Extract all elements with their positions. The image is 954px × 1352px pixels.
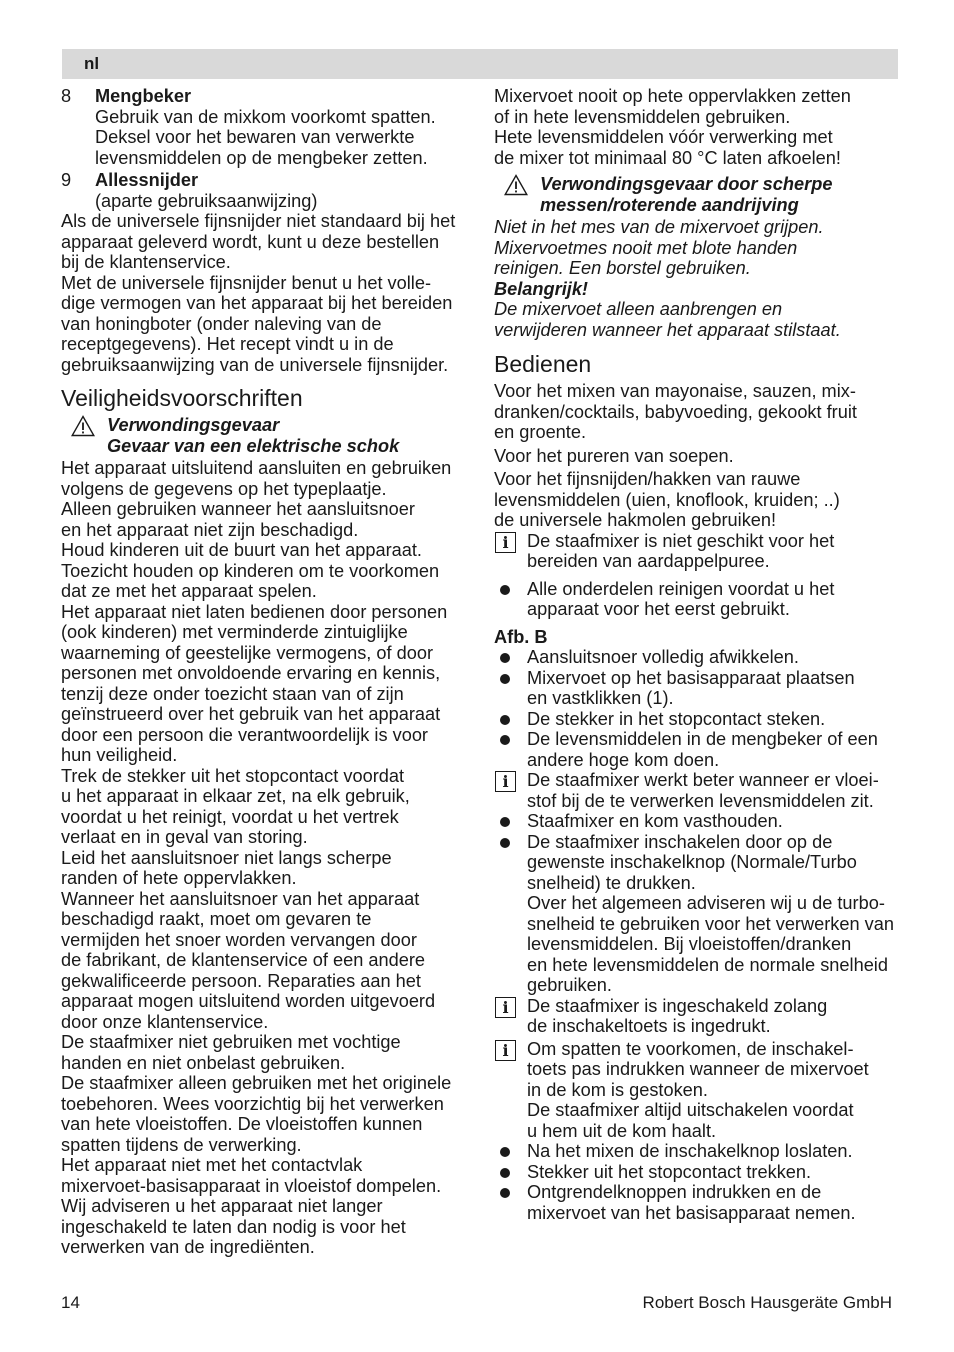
text-line: Met de universele fijnsnijder benut u het volle- bbox=[61, 272, 432, 293]
text-line: Houd kinderen uit de buurt van het apparaat. bbox=[61, 540, 422, 560]
text-line: dige vermogen van het apparaat bij het bereiden bbox=[61, 293, 453, 313]
text-line: Aansluitsnoer volledig afwikkelen. bbox=[527, 647, 799, 667]
text-line: de universele hakmolen gebruiken! bbox=[494, 510, 777, 530]
bedienen-text bbox=[494, 381, 899, 443]
text-line: hun veiligheid. bbox=[61, 745, 178, 765]
info-note bbox=[494, 531, 899, 572]
text-line: volgens de gegevens op het typeplaatje. bbox=[61, 478, 387, 499]
text-line: mixervoet van het basisapparaat nemen. bbox=[527, 1202, 856, 1223]
warning-block bbox=[61, 415, 471, 456]
text-line: toets pas indrukken wanneer de mixervoet bbox=[527, 1059, 869, 1079]
text-line: Wij adviseren u het apparaat niet langer bbox=[61, 1196, 383, 1216]
text-line: De staafmixer is niet geschikt voor het bbox=[527, 530, 835, 551]
bedienen-text-2 bbox=[494, 446, 899, 467]
text-line: apparaat geleverd wordt, kunt u deze bestellen bbox=[61, 231, 440, 252]
text-line: levensmiddelen op de mengbeker zetten. bbox=[95, 147, 428, 168]
text-line: Alleen gebruiken wanneer het aansluitsnoer bbox=[61, 499, 415, 519]
safety-heading: Veiligheidsvoorschriften bbox=[61, 385, 303, 411]
right-column bbox=[494, 86, 899, 1223]
text-line: en hete levensmiddelen de normale snelheid bbox=[527, 954, 888, 975]
text-line: verlaat en in geval van storing. bbox=[61, 827, 308, 847]
text-line: snelheid) te drukken. bbox=[527, 872, 696, 893]
item-title: Allessnijder bbox=[95, 170, 199, 190]
text-line: de mixer tot minimaal 80 °C laten afkoelen! bbox=[494, 147, 841, 168]
text-line: Toezicht houden op kinderen om te voorkomen bbox=[61, 560, 440, 581]
bullet-icon bbox=[500, 1168, 510, 1178]
company-name: Robert Bosch Hausgeräte GmbH bbox=[642, 1293, 892, 1312]
text-line: apparaat mogen uitsluitend worden uitgevoerd bbox=[61, 991, 436, 1011]
text-line: verwerken van de ingrediënten. bbox=[61, 1237, 315, 1257]
item-8 bbox=[61, 86, 471, 168]
text-line: Hete levensmiddelen vóór verwerking met bbox=[494, 127, 833, 147]
fijnsnijder-intro bbox=[61, 211, 471, 375]
text-line: de fabrikant, de klantenservice of een andere bbox=[61, 950, 425, 970]
text-line: Het apparaat niet met het contactvlak bbox=[61, 1155, 363, 1175]
text-line: de inschakeltoets is ingedrukt. bbox=[527, 1016, 771, 1036]
text-line: Alle onderdelen reinigen voordat u het bbox=[527, 578, 835, 599]
text-line: Over het algemeen adviseren wij u de turbo- bbox=[527, 893, 885, 913]
text-line: De staafmixer alleen gebruiken met het originele bbox=[61, 1073, 452, 1093]
text-line: in de kom is gestoken. bbox=[527, 1079, 708, 1100]
info-icon: i bbox=[495, 997, 516, 1018]
text-line: of in hete levensmiddelen gebruiken. bbox=[494, 106, 791, 127]
left-column bbox=[61, 86, 471, 1258]
warning-triangle-icon bbox=[71, 415, 95, 437]
warning-detail bbox=[494, 217, 899, 279]
text-line: gekwalificeerde persoon. Reparaties aan het bbox=[61, 970, 421, 991]
text-line: en groente. bbox=[494, 422, 587, 442]
item-lines bbox=[95, 191, 471, 212]
info-note bbox=[494, 1039, 899, 1142]
bullet-icon bbox=[500, 653, 510, 663]
text-line: toebehoren. Wees voorzichtig bij het verwerken bbox=[61, 1093, 444, 1114]
text-line: Staafmixer en kom vasthouden. bbox=[527, 811, 783, 831]
text-line: en het apparaat niet zijn beschadigd. bbox=[61, 519, 359, 540]
text-line: gebruiksaanwijzing van de universele fijnsnijder. bbox=[61, 354, 449, 375]
text-line: snelheid te gebruiken voor het verwerken van bbox=[527, 913, 895, 934]
figure-label: Afb. B bbox=[494, 626, 548, 647]
text-line: (aparte gebruiksaanwijzing) bbox=[95, 190, 318, 211]
text-line: spatten tijdens de verwerking. bbox=[61, 1134, 302, 1155]
important-label: Belangrijk! bbox=[494, 278, 588, 299]
text-line: verwijderen wanneer het apparaat stilstaat. bbox=[494, 319, 841, 340]
text-line: Gevaar van een elektrische schok bbox=[107, 435, 400, 456]
text-line: gewenste inschakelknop (Normale/Turbo bbox=[527, 852, 857, 872]
text-line: Wanneer het aansluitsnoer van het apparaat bbox=[61, 888, 420, 909]
text-line: vermijden het snoer worden vervangen door bbox=[61, 929, 417, 950]
text-line: en vastklikken (1). bbox=[527, 688, 674, 708]
text-line: u hem uit de kom haalt. bbox=[527, 1120, 717, 1141]
info-icon: i bbox=[495, 532, 516, 553]
text-line: Verwondingsgevaar door scherpe bbox=[540, 174, 833, 194]
bullet-item bbox=[494, 832, 899, 996]
text-line: Mixervoet nooit op hete oppervlakken zetten bbox=[494, 86, 851, 106]
bullet-list-2 bbox=[494, 811, 899, 996]
text-line: levensmiddelen. Bij vloeistoffen/dranken bbox=[527, 934, 852, 954]
text-line: Voor het mixen van mayonaise, sauzen, mix- bbox=[494, 381, 856, 401]
text-line: geïnstrueerd over het gebruik van het apparaat bbox=[61, 704, 441, 724]
text-line: handen en niet onbelast gebruiken. bbox=[61, 1052, 346, 1073]
text-line: messen/roterende aandrijving bbox=[540, 194, 799, 215]
text-line: mixervoet-basisapparaat in vloeistof dompelen. bbox=[61, 1175, 442, 1196]
text-line: tenzij deze onder toezicht staan van of zijn bbox=[61, 683, 404, 704]
text-line: receptgegevens). Het recept vindt u in de bbox=[61, 334, 394, 354]
text-line: bij de klantenservice. bbox=[61, 252, 231, 272]
info-note bbox=[494, 770, 899, 811]
text-line: Als de universele fijnsnijder niet standaard bij het bbox=[61, 211, 456, 231]
bedienen-heading: Bedienen bbox=[494, 351, 592, 377]
text-line: Trek de stekker uit het stopcontact voordat bbox=[61, 765, 405, 786]
text-line: Voor het fijnsnijden/hakken van rauwe bbox=[494, 469, 801, 489]
text-line: Om spatten te voorkomen, de inschakel- bbox=[527, 1038, 854, 1059]
bullet-icon bbox=[500, 735, 510, 745]
text-line: De staafmixer niet gebruiken met vochtige bbox=[61, 1032, 401, 1052]
text-line: Voor het pureren van soepen. bbox=[494, 445, 734, 466]
mixervoet-intro bbox=[494, 86, 899, 168]
text-line: De staafmixer is ingeschakeld zolang bbox=[527, 995, 828, 1016]
text-line: van honingboter (onder naleving van de bbox=[61, 313, 382, 334]
bullet-item bbox=[494, 811, 899, 832]
text-line: stof bij de te verwerken levensmiddelen zit. bbox=[527, 790, 874, 811]
warning-triangle-icon bbox=[504, 174, 528, 196]
language-code: nl bbox=[84, 54, 100, 73]
text-line: apparaat voor het eerst gebruikt. bbox=[527, 599, 790, 619]
bullet-icon bbox=[500, 585, 510, 595]
text-line: levensmiddelen (uien, knoflook, kruiden; ..) bbox=[494, 489, 840, 510]
item-lines bbox=[95, 107, 471, 169]
text-line: beschadigd raakt, moet om gevaren te bbox=[61, 909, 372, 929]
info-icon: i bbox=[495, 1040, 516, 1061]
text-line: Niet in het mes van de mixervoet grijpen. bbox=[494, 217, 824, 237]
text-line: De staafmixer altijd uitschakelen voordat bbox=[527, 1100, 854, 1120]
text-line: De staafmixer inschakelen door op de bbox=[527, 831, 833, 852]
text-line: Het apparaat uitsluitend aansluiten en gebruiken bbox=[61, 458, 452, 478]
bullet-item bbox=[494, 1162, 899, 1183]
bedienen-text-3 bbox=[494, 469, 899, 531]
text-line: Deksel voor het bewaren van verwerkte bbox=[95, 127, 415, 147]
text-line: randen of hete oppervlakken. bbox=[61, 868, 297, 888]
bullet-icon bbox=[500, 838, 510, 848]
text-line: Verwondingsgevaar bbox=[107, 415, 280, 435]
text-line: Mixervoet op het basisapparaat plaatsen bbox=[527, 667, 855, 688]
warning-block bbox=[494, 174, 899, 215]
text-line: Stekker uit het stopcontact trekken. bbox=[527, 1161, 812, 1182]
bullet-item bbox=[494, 709, 899, 730]
important-text bbox=[494, 299, 899, 340]
text-line: van hete vloeistoffen. De vloeistoffen kunnen bbox=[61, 1114, 423, 1134]
bullet-list-3 bbox=[494, 1141, 899, 1223]
bullet-item bbox=[494, 729, 899, 770]
text-line: bereiden van aardappelpuree. bbox=[527, 551, 770, 571]
text-line: waarneming of geestelijke vermogens, of door bbox=[61, 642, 434, 663]
text-line: Na het mixen de inschakelknop loslaten. bbox=[527, 1141, 853, 1161]
text-line: (ook kinderen) met verminderde zintuiglijke bbox=[61, 622, 408, 642]
bullet-list-1 bbox=[494, 647, 899, 770]
text-line: Gebruik van de mixkom voorkomt spatten. bbox=[95, 106, 436, 127]
text-line: voordat u het reinigt, voordat u het vertrek bbox=[61, 806, 399, 827]
item-title: Mengbeker bbox=[95, 86, 192, 106]
text-line: Ontgrendelknoppen indrukken en de bbox=[527, 1182, 822, 1202]
text-line: Het apparaat niet laten bedienen door personen bbox=[61, 601, 448, 622]
text-line: personen met onvoldoende ervaring en kennis, bbox=[61, 663, 441, 683]
warning-text bbox=[540, 174, 899, 215]
text-line: De levensmiddelen in de mengbeker of een bbox=[527, 729, 878, 749]
bullet-item bbox=[494, 579, 899, 620]
text-line: Leid het aansluitsnoer niet langs scherpe bbox=[61, 847, 392, 868]
bullet-item bbox=[494, 1182, 899, 1223]
text-line: dat ze met het apparaat spelen. bbox=[61, 581, 317, 601]
page-number: 14 bbox=[61, 1293, 80, 1312]
bullet-icon bbox=[500, 817, 510, 827]
text-line: De staafmixer werkt beter wanneer er vloei- bbox=[527, 770, 879, 790]
text-line: De stekker in het stopcontact steken. bbox=[527, 708, 826, 729]
text-line: andere hoge kom doen. bbox=[527, 749, 720, 770]
item-9 bbox=[61, 170, 471, 211]
text-line: door een persoon die verantwoordelijk is voor bbox=[61, 724, 428, 745]
language-bar bbox=[62, 49, 898, 79]
text-line: ingeschakeld te laten dan nodig is voor het bbox=[61, 1216, 406, 1237]
text-line: Mixervoetmes nooit met blote handen bbox=[494, 237, 798, 258]
text-line: De mixervoet alleen aanbrengen en bbox=[494, 299, 783, 319]
text-line: dranken/cocktails, babyvoeding, gekookt fruit bbox=[494, 401, 857, 422]
safety-text bbox=[61, 458, 471, 1258]
text-line: door onze klantenservice. bbox=[61, 1011, 269, 1032]
text-line: reinigen. Een borstel gebruiken. bbox=[494, 258, 751, 278]
bullet-item bbox=[494, 1141, 899, 1162]
bullet-icon bbox=[500, 715, 510, 725]
info-icon: i bbox=[495, 771, 516, 792]
item-number: 8 bbox=[61, 86, 72, 106]
bullet-icon bbox=[500, 674, 510, 684]
warning-text bbox=[107, 415, 471, 456]
bullet-item bbox=[494, 647, 899, 668]
bullet-item bbox=[494, 668, 899, 709]
text-line: gebruiken. bbox=[527, 975, 612, 995]
text-line: u het apparaat in elkaar zet, na elk gebruik, bbox=[61, 786, 410, 806]
info-note bbox=[494, 996, 899, 1037]
bullet-icon bbox=[500, 1147, 510, 1157]
item-number: 9 bbox=[61, 170, 72, 190]
bullet-icon bbox=[500, 1188, 510, 1198]
